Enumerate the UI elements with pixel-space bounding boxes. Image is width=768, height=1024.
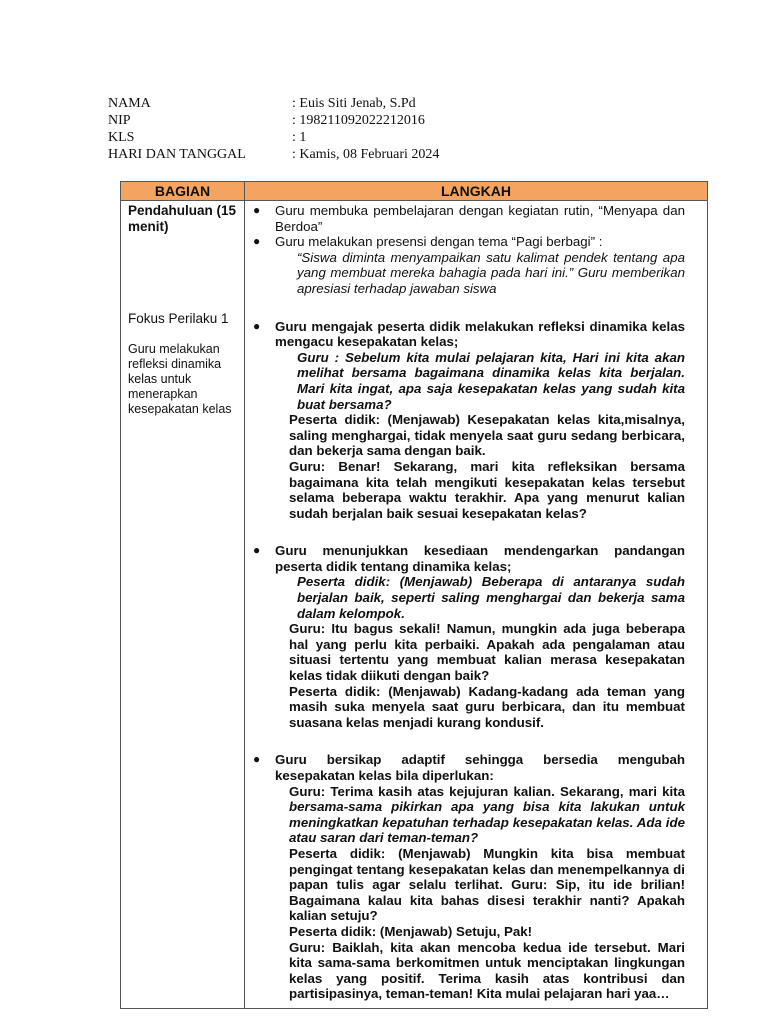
dialog-guru: Guru: Baiklah, kita akan mencoba kedua ide tersebut. Mari kita sama-sama berkomitmen untuk menciptakan lingkungan kelas yang positif. Terima kasih atas kontribusi dan partisipasinya, teman-teman! Kita mulai pelajaran hari yaa… xyxy=(289,939,685,1002)
step-item xyxy=(253,543,685,574)
dialog-guru: Guru : Sebelum kita mulai pelajaran kita, Hari ini kita akan melihat bersama bagaimana dinamika kelas kita berjalan. Mari kita ingat, apa saja kesepakatan kelas yang sudah kita buat bersama? xyxy=(297,349,685,412)
header-row-date xyxy=(108,146,439,163)
header-label: NIP xyxy=(108,113,131,128)
header-row-nip xyxy=(108,112,439,129)
dialog-guru: Guru: Benar! Sekarang, mari kita refleksikan bersama bagaimana kita telah mengikuti kesepakatan kelas tersebut selama beberapa waktu terakhir. Apa yang menurut kalian sudah berjalan baik sesuai kesepakatan kelas? xyxy=(289,458,685,521)
dialog-peserta: Peserta didik: (Menjawab) Mungkin kita bisa membuat pengingat tentang kesepakatan kelas dan menempelkannya di papan tulis agar selalu terlihat. Guru: Sip, itu ide brilian! Bagaimana kalau kita bahas disesi terakhir nanti? Apakah kalian setuju? xyxy=(289,845,685,924)
fokus-description: Guru melakukan refleksi dinamika kelas untuk menerapkan kesepakatan kelas xyxy=(128,342,232,416)
bullet-icon: ● xyxy=(253,203,261,217)
bullet-icon: ● xyxy=(253,543,261,558)
step-item xyxy=(253,234,685,250)
bullet-icon: ● xyxy=(253,234,261,249)
step-item xyxy=(253,319,685,350)
header-label: NAMA xyxy=(108,96,151,111)
step-text: Guru menunjukkan kesediaan mendengarkan pandangan peserta didik tentang dinamika kelas; xyxy=(275,543,685,574)
step-item xyxy=(253,203,685,234)
dialog-guru: Guru: Itu bagus sekali! Namun, mungkin ada juga beberapa hal yang perlu kita perbaiki. Apakah ada pengalaman atau situasi tertentu yang membuat kalian merasa kesepakatan kelas tidak diikuti dengan baik? xyxy=(289,621,685,684)
step-text: Guru mengajak peserta didik melakukan refleksi dinamika kelas mengacu kesepakatan kelas; xyxy=(275,318,685,350)
column-header-bagian: BAGIAN xyxy=(121,182,245,201)
bullet-icon: ● xyxy=(253,318,261,333)
step-text: Guru bersikap adaptif sehingga bersedia mengubah kesepakatan kelas bila diperlukan: xyxy=(275,752,685,783)
header-row-kls xyxy=(108,129,439,146)
bagian-cell xyxy=(121,201,245,1009)
step-item xyxy=(253,752,685,783)
dialog-guru xyxy=(253,784,685,846)
dialog-peserta: Peserta didik: (Menjawab) Kesepakatan kelas kita,misalnya, saling menghargai, tidak menyela saat guru sedang berbicara, dan bekerja sama dengan baik. xyxy=(289,412,685,459)
step-text: Guru melakukan presensi dengan tema “Pagi berbagi” : xyxy=(275,234,603,250)
lesson-steps-table xyxy=(120,181,708,1009)
dialog-guru-plain: Guru: Terima kasih atas kejujuran kalian. Sekarang, mari kita xyxy=(289,783,685,799)
langkah-cell xyxy=(245,201,708,1009)
table-header-row xyxy=(121,182,708,201)
step-detail: “Siswa diminta menyampaikan satu kalimat pendek tentang apa yang membuat mereka bahagia pada hari ini.” Guru memberikan apresiasi terhadap jawaban siswa xyxy=(297,249,685,296)
header-row-nama xyxy=(108,95,439,112)
section-title: Pendahuluan (15 menit) xyxy=(128,203,237,234)
bullet-icon: ● xyxy=(253,752,261,767)
dialog-peserta: Peserta didik: (Menjawab) Beberapa di antaranya sudah berjalan baik, seperti saling menghargai dan bekerja sama dalam kelompok. xyxy=(297,574,685,621)
header-label: KLS xyxy=(108,130,135,145)
header-value: : Euis Siti Jenab, S.Pd xyxy=(292,96,416,111)
header-label: HARI DAN TANGGAL xyxy=(108,147,246,162)
header-value: : Kamis, 08 Februari 2024 xyxy=(292,147,440,162)
column-header-langkah: LANGKAH xyxy=(245,182,708,201)
header-value: : 1 xyxy=(292,130,307,145)
dialog-peserta: Peserta didik: (Menjawab) Setuju, Pak! xyxy=(289,923,533,939)
header-value: : 198211092022212016 xyxy=(292,113,425,128)
table-row xyxy=(121,201,708,1009)
dialog-peserta: Peserta didik: (Menjawab) Kadang-kadang ada teman yang masih suka menyela saat guru berbicara, dan itu membuat suasana kelas menjadi kurang kondusif. xyxy=(289,683,685,730)
identity-header xyxy=(108,95,439,163)
fokus-title: Fokus Perilaku 1 xyxy=(128,311,229,326)
dialog-guru-italic: bersama-sama pikirkan apa yang bisa kita lakukan untuk meningkatkan kepatuhan terhadap kesepakatan kelas. Ada ide atau saran dari teman-teman? xyxy=(289,799,685,846)
step-text: Guru membuka pembelajaran dengan kegiatan rutin, “Menyapa dan Berdoa” xyxy=(275,203,685,234)
